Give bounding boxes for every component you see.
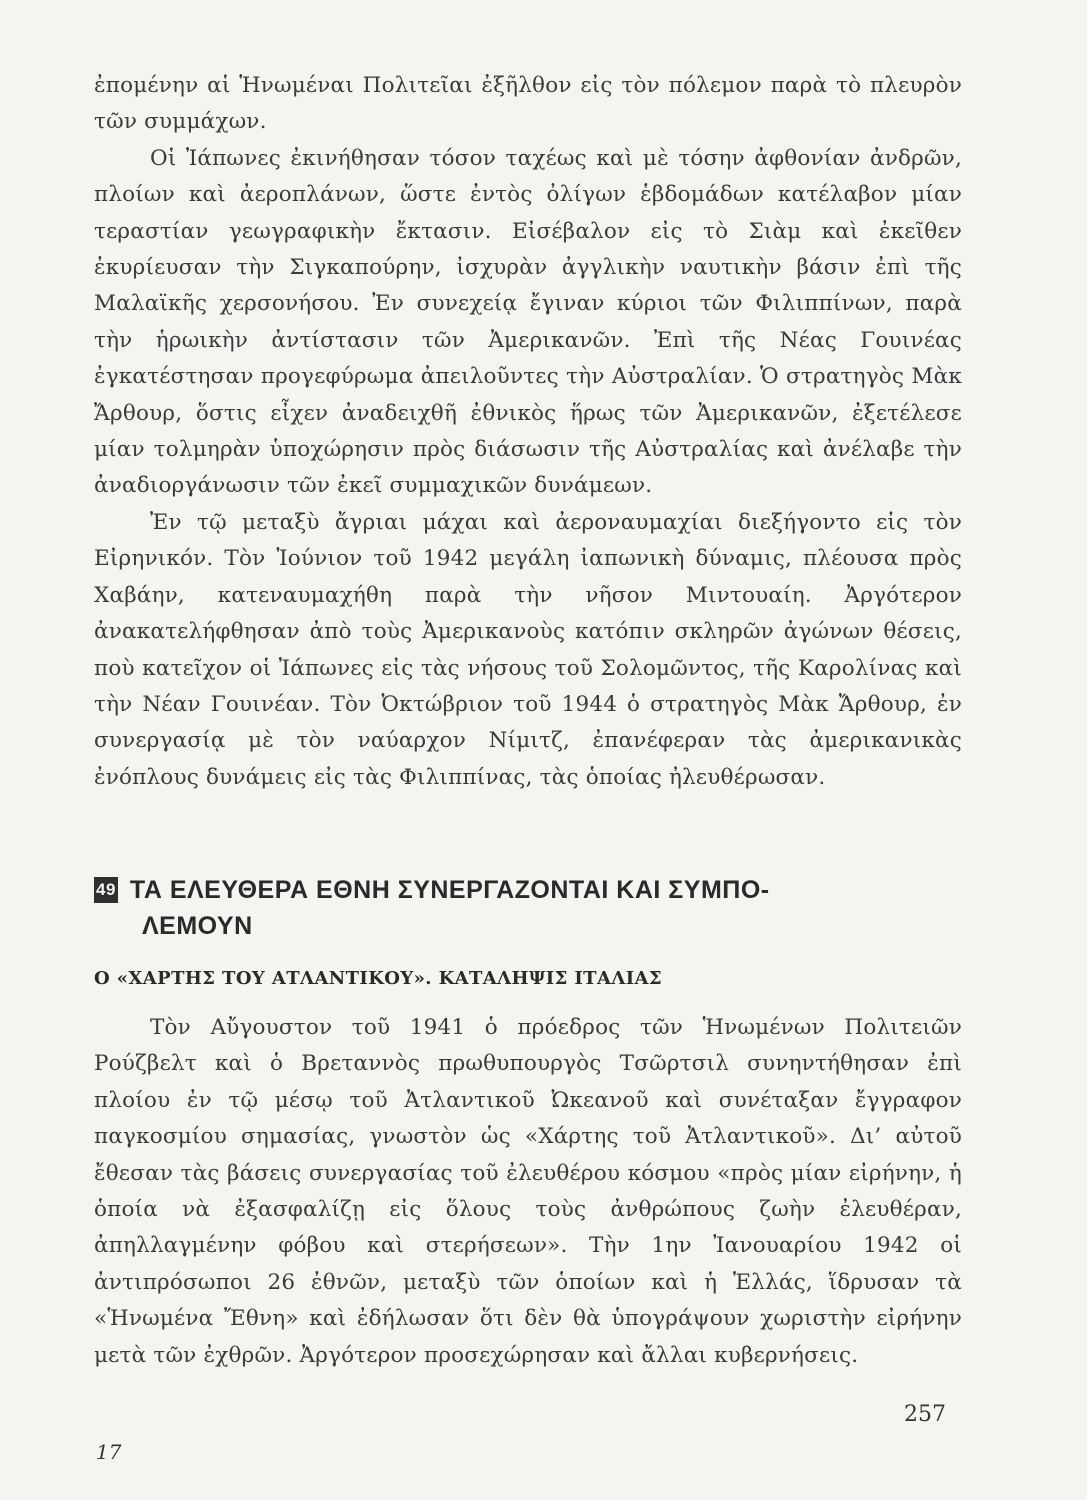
paragraph-1: ἐπομένην αἱ Ἡνωμέναι Πολιτεῖαι ἐξῆλθον εἰς τὸν πόλεμον παρὰ τὸ πλευρὸν τῶν συμμάχων.	[94, 73, 962, 135]
page-number: 257	[904, 1402, 946, 1427]
section-heading	[94, 872, 962, 944]
body-text	[94, 68, 962, 796]
paragraph-3: Ἐν τῷ μεταξὺ ἄγριαι μάχαι καὶ ἀεροναυμαχίαι διεξήγοντο εἰς τὸν Εἰρηνικόν. Τὸν Ἰούνιον τοῦ 1942 μεγάλη ἰαπωνικὴ δύναμις, πλέουσα πρὸς Χαβάην, κατεναυμαχήθη παρὰ τὴν νῆσον Μιντουαίη. Ἀργότερον ἀνακατελήφθησαν ἀπὸ τοὺς Ἀμερικανοὺς κατόπιν σκληρῶν ἀγώνων θέσεις, ποὺ κατεῖχον οἱ Ἰάπωνες εἰς τὰς νήσους τοῦ Σολομῶντος, τῆς Καρολίνας καὶ τὴν Νέαν Γουινέαν. Τὸν Ὀκτώβριον τοῦ 1944 ὁ στρατηγὸς Μὰκ Ἄρθουρ, ἐν συνεργασίᾳ μὲ τὸν ναύαρχον Νίμιτζ, ἐπανέφεραν τὰς ἀμερικανικὰς ἐνόπλους δυνάμεις εἰς τὰς Φιλιππίνας, τὰς ὁποίας ἠλευθέρωσαν.	[94, 509, 962, 790]
subsection-body	[94, 1010, 962, 1374]
paragraph-2: Οἱ Ἰάπωνες ἐκινήθησαν τόσον ταχέως καὶ μὲ τόσην ἀφθονίαν ἀνδρῶν, πλοίων καὶ ἀεροπλάνων, ὥστε ἐντὸς ὀλίγων ἑβδομάδων κατέλαβον μίαν τεραστίαν γεωγραφικὴν ἔκτασιν. Εἰσέβαλον εἰς τὸ Σιὰμ καὶ ἐκεῖθεν ἐκυρίευσαν τὴν Σιγκαπούρην, ἰσχυρὰν ἀγγλικὴν ναυτικὴν βάσιν ἐπὶ τῆς Μαλαϊκῆς χερσονήσου. Ἐν συνεχείᾳ ἔγιναν κύριοι τῶν Φιλιππίνων, παρὰ τὴν ἡρωικὴν ἀντίστασιν τῶν Ἀμερικανῶν. Ἐπὶ τῆς Νέας Γουινέας ἐγκατέστησαν προγεφύρωμα ἀπειλοῦντες τὴν Αὐστραλίαν. Ὁ στρατηγὸς Μὰκ Ἄρθουρ, ὅστις εἶχεν ἀναδειχθῆ ἐθνικὸς ἥρως τῶν Ἀμερικανῶν, ἐξετέλεσε μίαν τολμηρὰν ὑποχώρησιν πρὸς διάσωσιν τῆς Αὐστραλίας καὶ ἀνέλαβε τὴν ἀναδιοργάνωσιν τῶν ἐκεῖ συμμαχικῶν δυνάμεων.	[94, 145, 962, 499]
section-title-line-1: ΤΑ ΕΛΕΥΘΕΡΑ ΕΘΝΗ ΣΥΝΕΡΓΑΖΟΝΤΑΙ ΚΑΙ ΣΥΜΠΟ-	[129, 876, 770, 904]
subsection-title: Ο «ΧΑΡΤΗΣ ΤΟΥ ΑΤΛΑΝΤΙΚΟΥ». ΚΑΤΑΛΗΨΙΣ ΙΤΑΛΙΑΣ	[94, 968, 663, 989]
section-title-line-2: ΛΕΜΟΥΝ	[142, 912, 253, 940]
subsection-paragraph-1: Τὸν Αὔγουστον τοῦ 1941 ὁ πρόεδρος τῶν Ἡνωμένων Πολιτειῶν Ρούζβελτ καὶ ὁ Βρεταννὸς πρωθυπουργὸς Τσῶρτσιλ συνηντήθησαν ἐπὶ πλοίου ἐν τῷ μέσῳ τοῦ Ἀτλαντικοῦ Ὠκεανοῦ καὶ συνέταξαν ἔγγραφον παγκοσμίου σημασίας, γνωστὸν ὡς «Χάρτης τοῦ Ἀτλαντικοῦ». Δι’ αὐτοῦ ἔθεσαν τὰς βάσεις συνεργασίας τοῦ ἐλευθέρου κόσμου «πρὸς μίαν εἰρήνην, ἡ ὁποία νὰ ἐξασφαλίζῃ εἰς ὅλους τοὺς ἀνθρώπους ζωὴν ἐλευθέραν, ἀπηλλαγμένην φόβου καὶ στερήσεων». Τὴν 1ην Ἰανουαρίου 1942 οἱ ἀντιπρόσωποι 26 ἐθνῶν, μεταξὺ τῶν ὁποίων καὶ ἡ Ἑλλάς, ἵδρυσαν τὰ «Ἡνωμένα Ἔθνη» καὶ ἐδήλωσαν ὅτι δὲν θὰ ὑπογράψουν χωριστὴν εἰρήνην μετὰ τῶν ἐχθρῶν. Ἀργότερον προσεχώρησαν καὶ ἄλλαι κυβερνήσεις.	[94, 1015, 962, 1368]
signature-mark: 17	[96, 1440, 122, 1464]
section-number-badge: 49	[94, 877, 118, 903]
